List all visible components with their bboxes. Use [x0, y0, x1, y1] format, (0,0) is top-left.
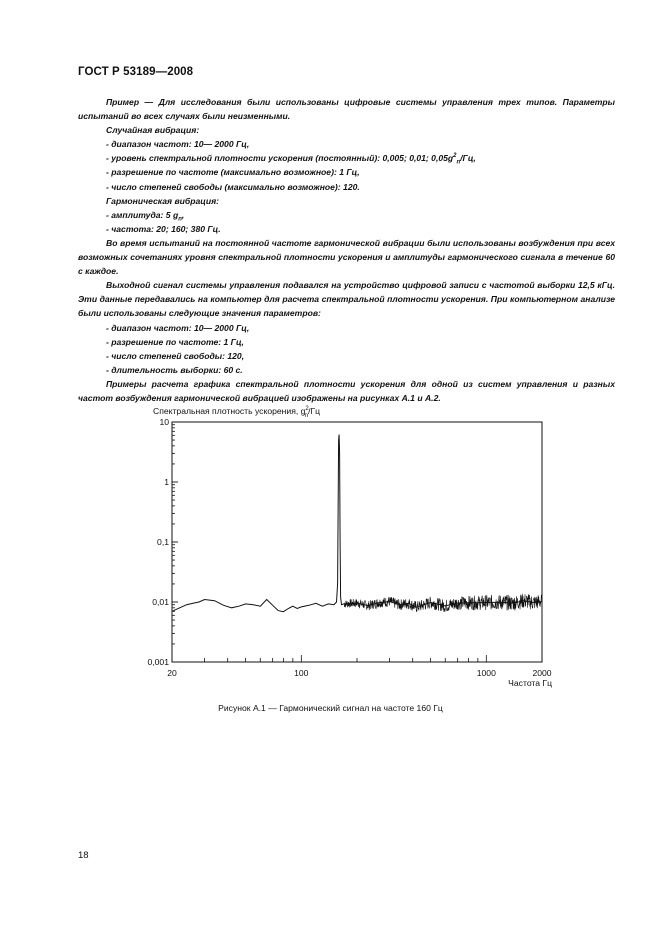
- series-layer: [172, 435, 542, 613]
- list-item: - диапазон частот: 10— 2000 Гц,: [78, 321, 615, 335]
- paragraph-examples: Примеры расчета графика спектральной плотности ускорения для одной из систем управления и разных частот возбуждения гармонической вибрацией изображены на рисунках А.1 и А.2.: [78, 378, 615, 403]
- list-item: - диапазон частот: 10— 2000 Гц,: [78, 137, 615, 151]
- document-header: ГОСТ Р 53189—2008: [78, 66, 194, 78]
- y-tick-label: 1: [164, 477, 169, 487]
- unit-sub: n: [178, 216, 182, 223]
- list-item: - число степеней свободы: 120,: [78, 349, 615, 363]
- list-item-end: ,: [181, 209, 185, 220]
- y-tick-label: 0,1: [157, 537, 169, 547]
- series-noise: [344, 594, 542, 612]
- list-item: - число степеней свободы (максимально возможное): 120.: [78, 180, 615, 194]
- series-line: [172, 435, 542, 612]
- list-item: - длительность выборки: 60 с.: [78, 363, 615, 377]
- unit-sup: 2: [453, 153, 457, 160]
- paragraph-tests: Во время испытаний на постоянной частоте гармонической вибрации были использованы возбуждения при всех возможных сочетаниях уровня спектральной плотности ускорения и амплитуды гармонического сигнала в течение 60 с каждое.: [78, 237, 615, 277]
- figure-caption: Рисунок А.1 — Гармонический сигнал на частоте 160 Гц: [218, 703, 443, 713]
- page-number: 18: [78, 850, 89, 861]
- list-item: - частота: 20; 160; 380 Гц.: [78, 222, 615, 236]
- unit-g: g: [447, 153, 454, 164]
- list-item: - разрешение по частоте (максимально возможное): 1 Гц,: [78, 165, 615, 179]
- chart-title: [153, 406, 320, 419]
- plot-border: [172, 422, 542, 662]
- y-tick-label: 0,01: [152, 597, 169, 607]
- x-tick-label: 100: [294, 668, 309, 678]
- paragraph-example: Пример — Для исследования были использованы цифровые системы управления трех типов. Параметры испытаний во всех случаях были неизменными.: [78, 97, 615, 122]
- chart-title-main: Спектральная плотность ускорения, g: [153, 406, 306, 416]
- y-tick-label: 0,001: [147, 657, 169, 667]
- x-axis-label: Частота Гц: [508, 678, 552, 688]
- chart-svg: [147, 398, 570, 698]
- psd-chart: [147, 398, 570, 698]
- unit-sub: n: [456, 160, 461, 167]
- x-axis: [167, 655, 552, 678]
- harmonic-vibration-heading: Гармоническая вибрация:: [106, 195, 219, 206]
- chart-title-unit: /Гц: [308, 406, 321, 416]
- list-item-text: амплитуда: 5 g: [111, 209, 179, 220]
- x-tick-label: 20: [167, 668, 177, 678]
- y-tick-label: 10: [159, 417, 169, 427]
- list-item: - разрешение по частоте: 1 Гц,: [78, 335, 615, 349]
- x-tick-label: 1000: [476, 668, 496, 678]
- paragraph-output: Выходной сигнал системы управления подавался на устройство цифровой записи с частотой выборки 12,5 кГц. Эти данные передавались на компьютер для расчета спектральной плотности ускорения. При компьютерном анализе были использованы следующие значения параметров:: [78, 280, 615, 319]
- y-axis: [147, 417, 178, 667]
- chart-title-sup: 2: [305, 406, 309, 412]
- list-item: [78, 151, 615, 165]
- x-tick-label: 2000: [532, 668, 552, 678]
- unit-rest: /Гц,: [460, 153, 476, 164]
- plot-area: [172, 422, 542, 662]
- random-vibration-heading: Случайная вибрация:: [106, 125, 200, 136]
- chart-title-sub: n: [304, 413, 309, 419]
- body-text: [78, 95, 615, 405]
- list-item: [78, 208, 615, 222]
- list-item-text: уровень спектральной плотности ускорения (постоянный): 0,005; 0,01; 0,05: [111, 153, 448, 164]
